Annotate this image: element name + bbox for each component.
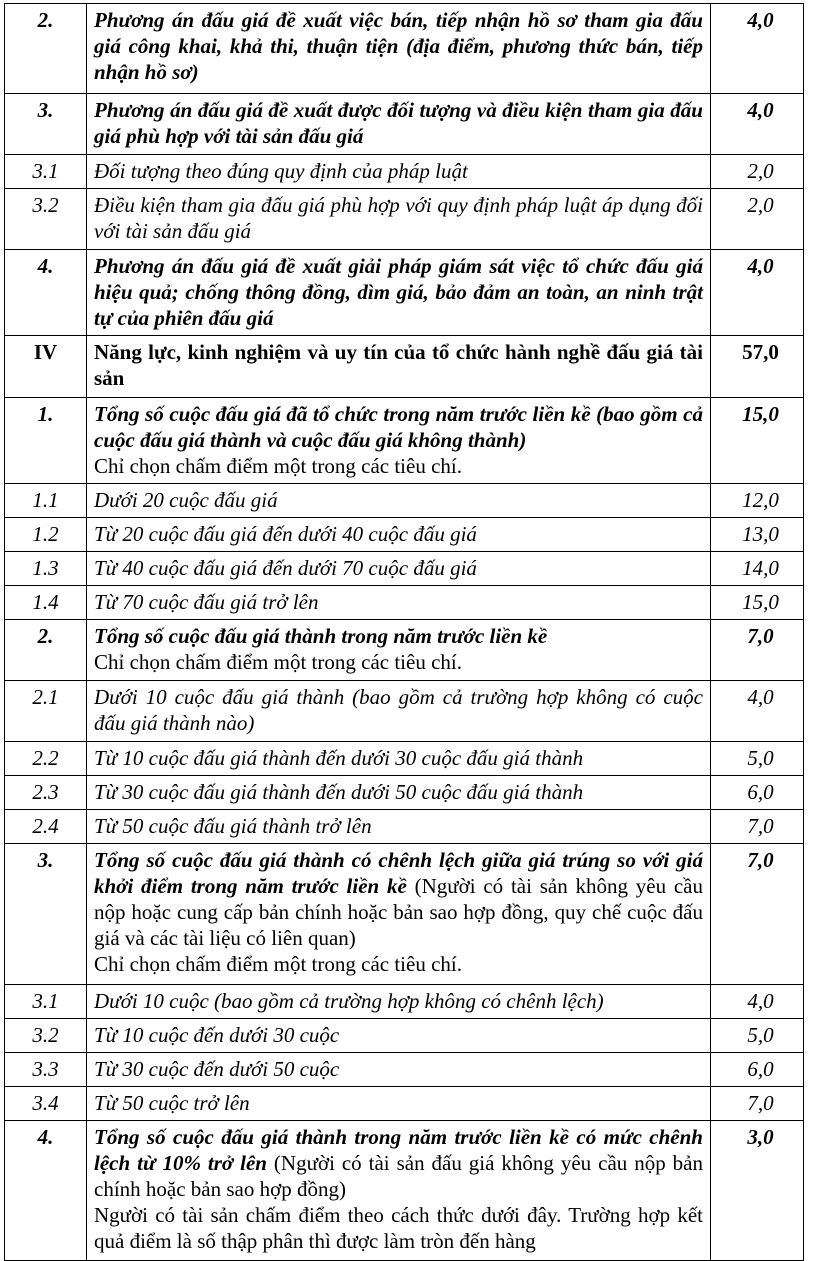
row-number: IV — [5, 336, 87, 398]
criterion-text: Dưới 20 cuộc đấu giá — [87, 484, 711, 518]
table-row — [5, 1019, 804, 1053]
row-number: 1.4 — [5, 586, 87, 620]
table-row — [5, 518, 804, 552]
table-row — [5, 155, 804, 189]
table-row — [5, 398, 804, 484]
criterion-remark: (Người có tài sản đấu giá không yêu cầu nộp bản chính hoặc bản sao hợp đồng) — [94, 1151, 703, 1201]
table-row — [5, 94, 804, 155]
table-row — [5, 1121, 804, 1261]
row-number: 2.3 — [5, 776, 87, 810]
row-number: 3.1 — [5, 985, 87, 1019]
score-value: 4,0 — [711, 94, 804, 155]
table-row — [5, 681, 804, 742]
score-value: 7,0 — [711, 844, 804, 985]
criterion-text: Đối tượng theo đúng quy định của pháp luật — [87, 155, 711, 189]
row-number: 2.2 — [5, 742, 87, 776]
score-value: 2,0 — [711, 189, 804, 250]
row-number: 1.2 — [5, 518, 87, 552]
table-row — [5, 742, 804, 776]
criterion-text: Từ 10 cuộc đấu giá thành đến dưới 30 cuộc đấu giá thành — [87, 742, 711, 776]
row-number: 3. — [5, 94, 87, 155]
criterion-text: Từ 50 cuộc đấu giá thành trở lên — [87, 810, 711, 844]
row-number: 3.4 — [5, 1087, 87, 1121]
score-value: 15,0 — [711, 398, 804, 484]
score-value: 57,0 — [711, 336, 804, 398]
criterion-text: Tổng số cuộc đấu giá thành trong năm trước liền kề — [94, 624, 548, 648]
score-value: 7,0 — [711, 810, 804, 844]
table-row — [5, 810, 804, 844]
criterion-text: Tổng số cuộc đấu giá thành trong năm trước liền kề có mức chênh lệch từ 10% trở lên — [94, 1125, 703, 1175]
table-row — [5, 484, 804, 518]
score-value: 15,0 — [711, 586, 804, 620]
criterion-note: Chỉ chọn chấm điểm một trong các tiêu chí. — [94, 650, 462, 674]
criterion-note: Người có tài sản chấm điểm theo cách thức dưới đây. Trường hợp kết quả điểm là số thập phân thì được làm tròn đến hàng — [94, 1203, 703, 1253]
criterion-text: Từ 30 cuộc đến dưới 50 cuộc — [87, 1053, 711, 1087]
criterion-text: Điều kiện tham gia đấu giá phù hợp với quy định pháp luật áp dụng đối với tài sản đấu giá — [87, 189, 711, 250]
score-value: 4,0 — [711, 4, 804, 94]
table-row — [5, 552, 804, 586]
row-number: 2. — [5, 4, 87, 94]
table-row — [5, 586, 804, 620]
criterion-text: Từ 10 cuộc đến dưới 30 cuộc — [87, 1019, 711, 1053]
score-value: 13,0 — [711, 518, 804, 552]
score-value: 4,0 — [711, 250, 804, 336]
table-row — [5, 776, 804, 810]
row-number: 3.2 — [5, 1019, 87, 1053]
score-value: 7,0 — [711, 620, 804, 681]
row-number: 2. — [5, 620, 87, 681]
score-value: 5,0 — [711, 1019, 804, 1053]
criterion-text: Dưới 10 cuộc đấu giá thành (bao gồm cả trường hợp không có cuộc đấu giá thành nào) — [87, 681, 711, 742]
score-value: 6,0 — [711, 776, 804, 810]
row-number: 1.3 — [5, 552, 87, 586]
row-number: 3.2 — [5, 189, 87, 250]
table-row — [5, 1053, 804, 1087]
score-value: 6,0 — [711, 1053, 804, 1087]
criterion-text: Từ 30 cuộc đấu giá thành đến dưới 50 cuộc đấu giá thành — [87, 776, 711, 810]
row-number: 3. — [5, 844, 87, 985]
criterion-note: Chỉ chọn chấm điểm một trong các tiêu chí. — [94, 952, 462, 976]
score-value: 4,0 — [711, 985, 804, 1019]
criterion-text: Từ 20 cuộc đấu giá đến dưới 40 cuộc đấu giá — [87, 518, 711, 552]
row-number: 3.3 — [5, 1053, 87, 1087]
table-row — [5, 844, 804, 985]
row-number: 1.1 — [5, 484, 87, 518]
criterion-text: Tổng số cuộc đấu giá đã tổ chức trong năm trước liền kề (bao gồm cả cuộc đấu giá thành và cuộc đấu giá không thành) — [94, 402, 703, 452]
criterion-text: Từ 50 cuộc trở lên — [87, 1087, 711, 1121]
row-number: 2.4 — [5, 810, 87, 844]
criterion-text: Phương án đấu giá đề xuất việc bán, tiếp nhận hồ sơ tham gia đấu giá công khai, khả thi, thuận tiện (địa điểm, phương thức bán, tiếp nhận hồ sơ) — [87, 4, 711, 94]
row-number: 4. — [5, 250, 87, 336]
score-value: 12,0 — [711, 484, 804, 518]
row-number: 1. — [5, 398, 87, 484]
row-number: 4. — [5, 1121, 87, 1261]
row-number: 2.1 — [5, 681, 87, 742]
criterion-text: Tổng số cuộc đấu giá thành có chênh lệch giữa giá trúng so với giá khởi điểm trong năm trước liền kề — [94, 848, 703, 898]
table-row — [5, 250, 804, 336]
scoring-criteria-table — [4, 3, 804, 1261]
score-value: 4,0 — [711, 681, 804, 742]
criterion-remark: (Người có tài sản không yêu cầu nộp hoặc cung cấp bản chính hoặc bản sao hợp đồng, quy chế cuộc đấu giá và các tài liệu có liên quan) — [94, 874, 704, 950]
score-value: 14,0 — [711, 552, 804, 586]
score-value: 7,0 — [711, 1087, 804, 1121]
table-row — [5, 4, 804, 94]
criterion-text: Dưới 10 cuộc (bao gồm cả trường hợp không có chênh lệch) — [87, 985, 711, 1019]
score-value: 2,0 — [711, 155, 804, 189]
table-row — [5, 189, 804, 250]
criterion-text: Phương án đấu giá đề xuất được đối tượng và điều kiện tham gia đấu giá phù hợp với tài sản đấu giá — [87, 94, 711, 155]
section-title: Năng lực, kinh nghiệm và uy tín của tổ chức hành nghề đấu giá tài sản — [87, 336, 711, 398]
table-row — [5, 620, 804, 681]
table-row — [5, 336, 804, 398]
score-value: 3,0 — [711, 1121, 804, 1261]
criterion-text: Phương án đấu giá đề xuất giải pháp giám sát việc tổ chức đấu giá hiệu quả; chống thông đồng, dìm giá, bảo đảm an toàn, an ninh trật tự của phiên đấu giá — [87, 250, 711, 336]
criterion-note: Chỉ chọn chấm điểm một trong các tiêu chí. — [94, 454, 462, 478]
table-row — [5, 985, 804, 1019]
row-number: 3.1 — [5, 155, 87, 189]
score-value: 5,0 — [711, 742, 804, 776]
table-row — [5, 1087, 804, 1121]
criterion-text: Từ 70 cuộc đấu giá trở lên — [87, 586, 711, 620]
criterion-text: Từ 40 cuộc đấu giá đến dưới 70 cuộc đấu giá — [87, 552, 711, 586]
